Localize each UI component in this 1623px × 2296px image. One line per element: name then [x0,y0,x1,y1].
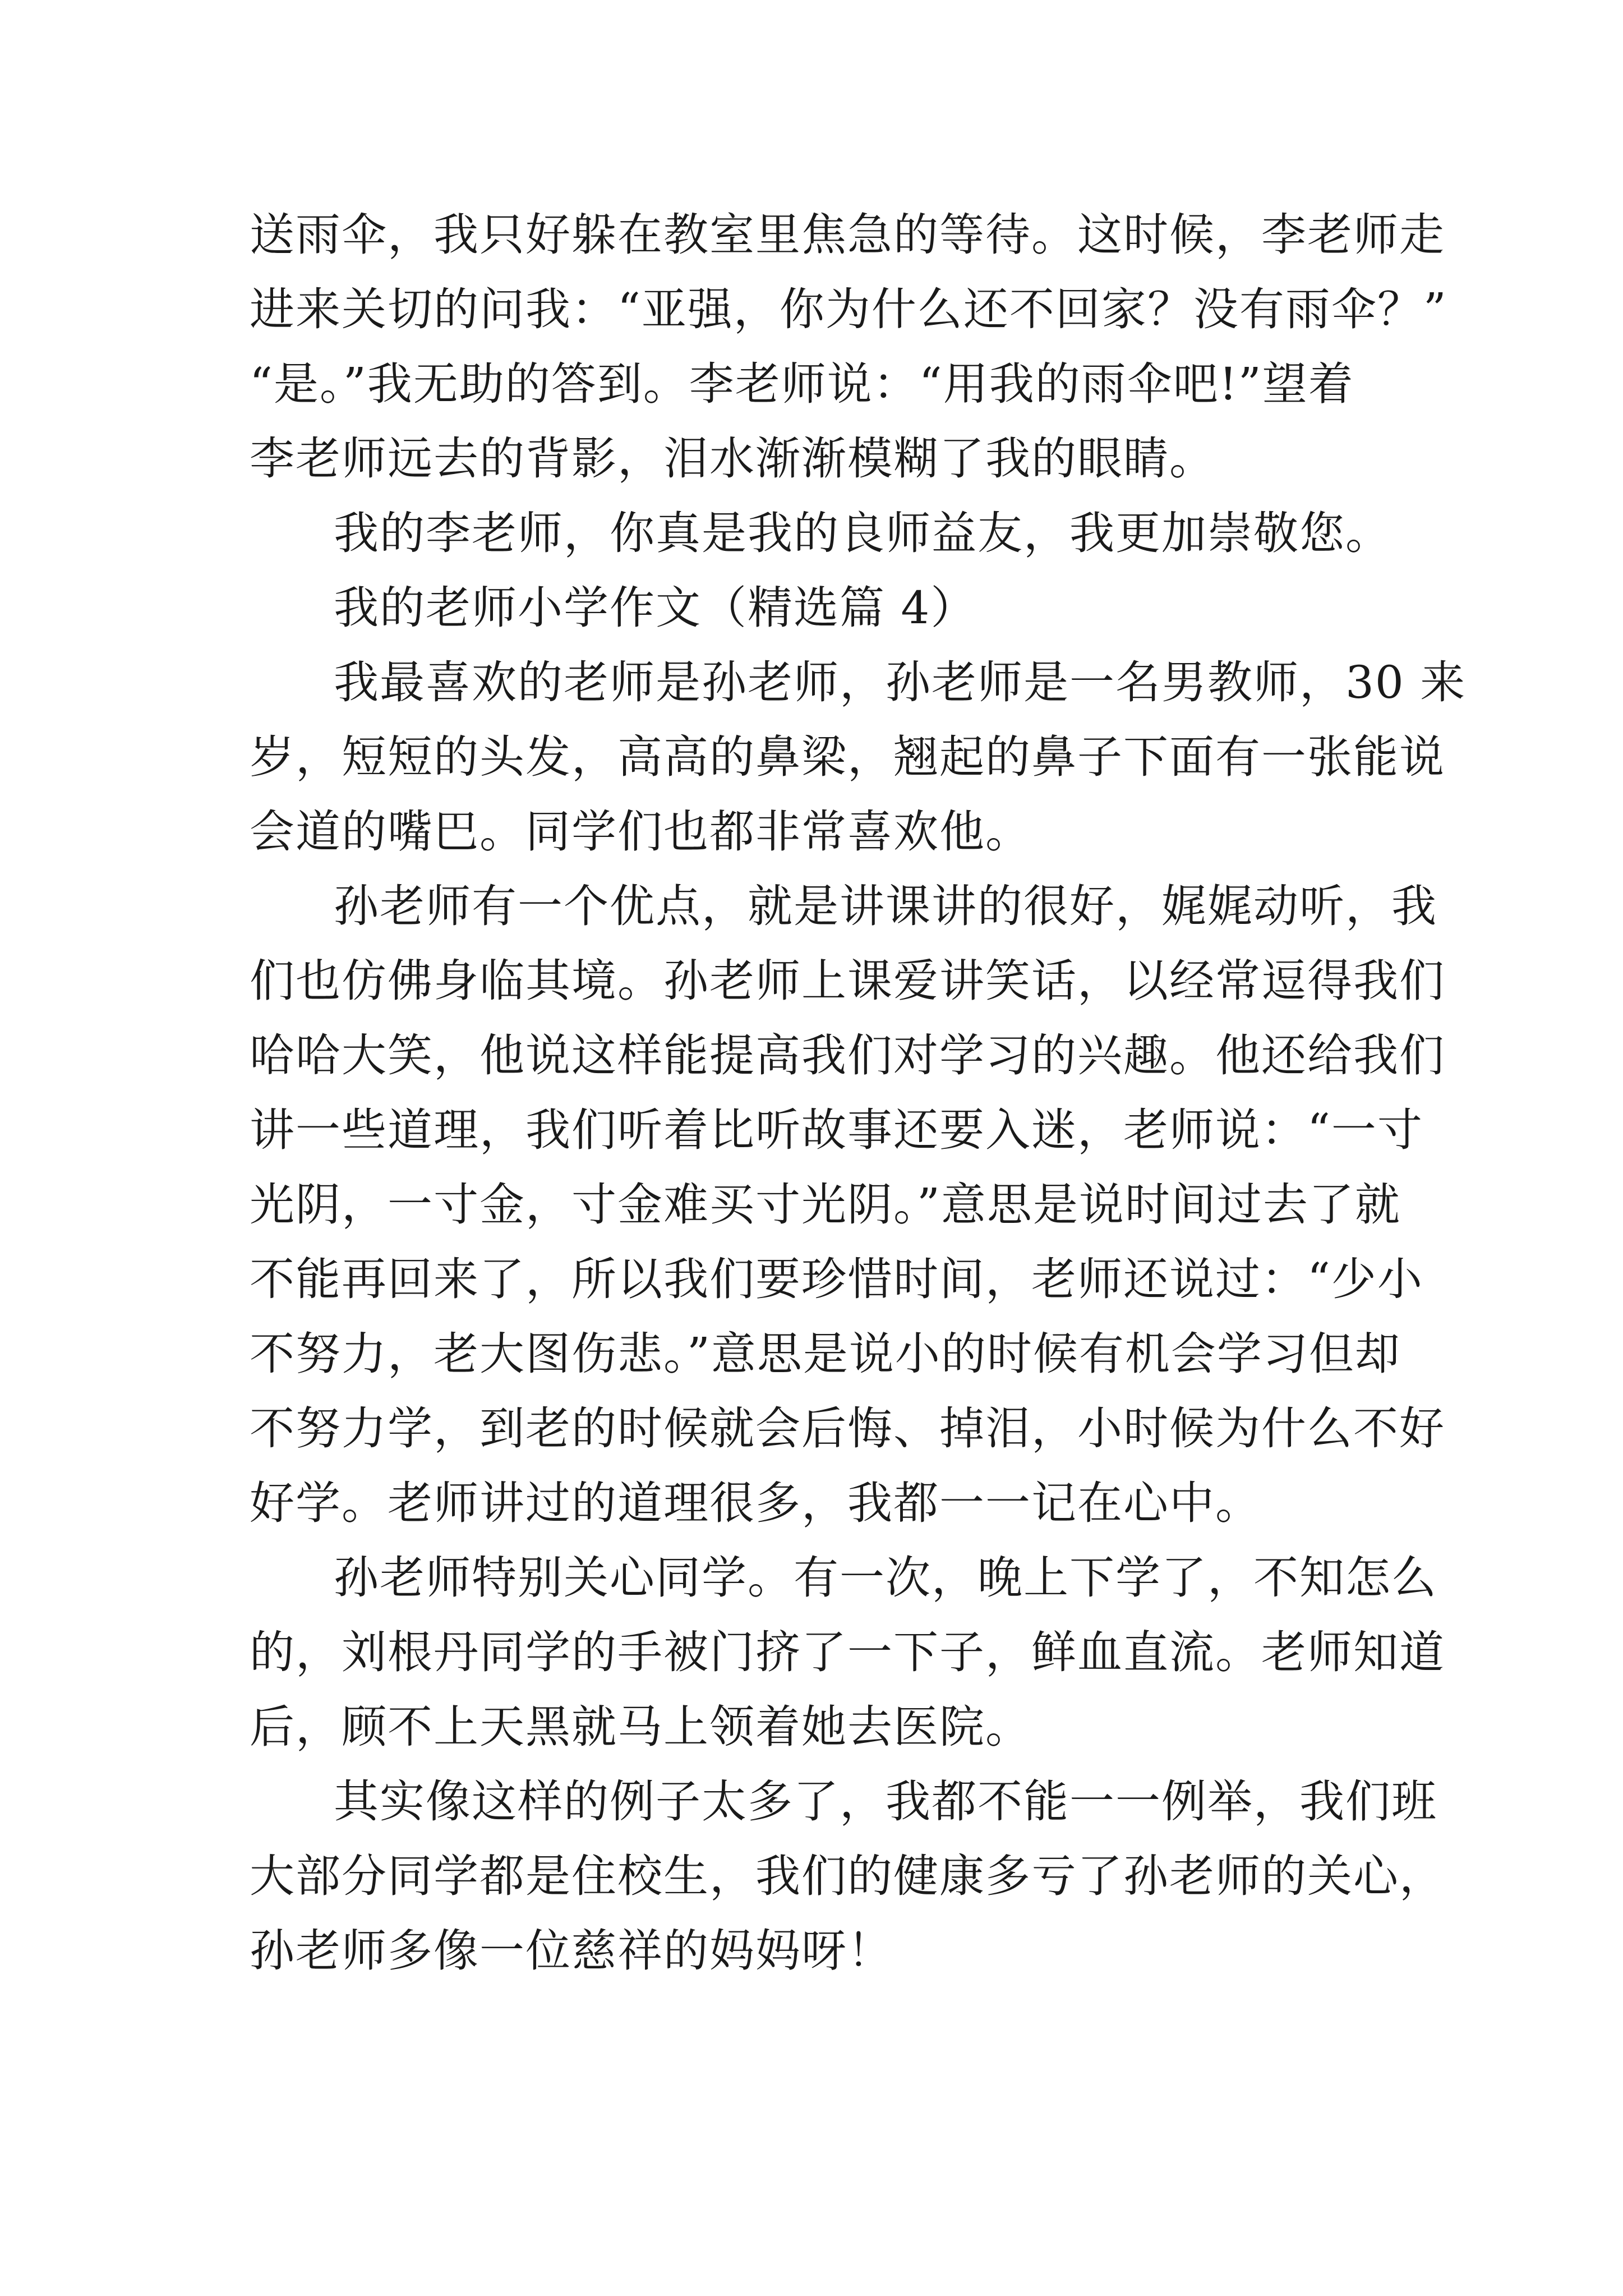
text-line: 进来关切的问我：“亚强，你为什么还不回家？没有雨伞？” [250,283,1447,335]
text-line: 大部分同学都是住校生，我们的健康多亏了孙老师的关心， [250,1850,1445,1902]
text-line: 后，顾不上天黑就马上领着她去医院。 [250,1701,1031,1753]
text-line: 好学。老师讲过的道理很多，我都一一记在心中。 [250,1477,1261,1529]
text-line: 不能再回来了，所以我们要珍惜时间，老师还说过：“少小 [250,1253,1423,1305]
text-line: 光阴，一寸金，寸金难买寸光阴。”意思是说时间过去了就 [250,1179,1401,1231]
section-heading: 我的老师小学作文（精选篇 4） [334,582,977,634]
text-line: “是。”我无助的答到。李老师说：“用我的雨伞吧!”望着 [250,358,1354,410]
text-line: 岁，短短的头发，高高的鼻梁，翘起的鼻子下面有一张能说 [250,731,1445,783]
document-body [250,197,1467,1988]
text-line: 孙老师有一个优点，就是讲课讲的很好，娓娓动听，我 [334,880,1437,932]
text-line: 我最喜欢的老师是孙老师，孙老师是一名男教师，30 来 [334,656,1467,708]
text-line: 我的李老师，你真是我的良师益友，我更加崇敬您。 [334,507,1391,559]
text-line: 李老师远去的背影，泪水渐渐模糊了我的眼睛。 [250,432,1215,485]
text-line: 不努力学，到老的时候就会后悔、掉泪，小时候为什么不好 [250,1402,1445,1455]
text-line: 孙老师特别关心同学。有一次，晚上下学了，不知怎么 [334,1552,1437,1604]
text-line: 孙老师多像一位慈祥的妈妈呀！ [250,1925,893,1977]
text-line: 会道的嘴巴。同学们也都非常喜欢他。 [250,806,1031,858]
text-line: 的，刘根丹同学的手被门挤了一下子，鲜血直流。老师知道 [250,1626,1445,1678]
text-line: 讲一些道理，我们听着比听故事还要入迷，老师说：“一寸 [250,1104,1423,1156]
text-line: 哈哈大笑，他说这样能提高我们对学习的兴趣。他还给我们 [250,1029,1445,1082]
text-line: 们也仿佛身临其境。孙老师上课爱讲笑话，以经常逗得我们 [250,955,1445,1007]
text-line: 送雨伞，我只好躲在教室里焦急的等待。这时候，李老师走 [250,209,1445,261]
text-line: 其实像这样的例子太多了，我都不能一一例举，我们班 [334,1775,1437,1828]
text-line: 不努力，老大图伤悲。”意思是说小的时候有机会学习但却 [250,1328,1401,1380]
